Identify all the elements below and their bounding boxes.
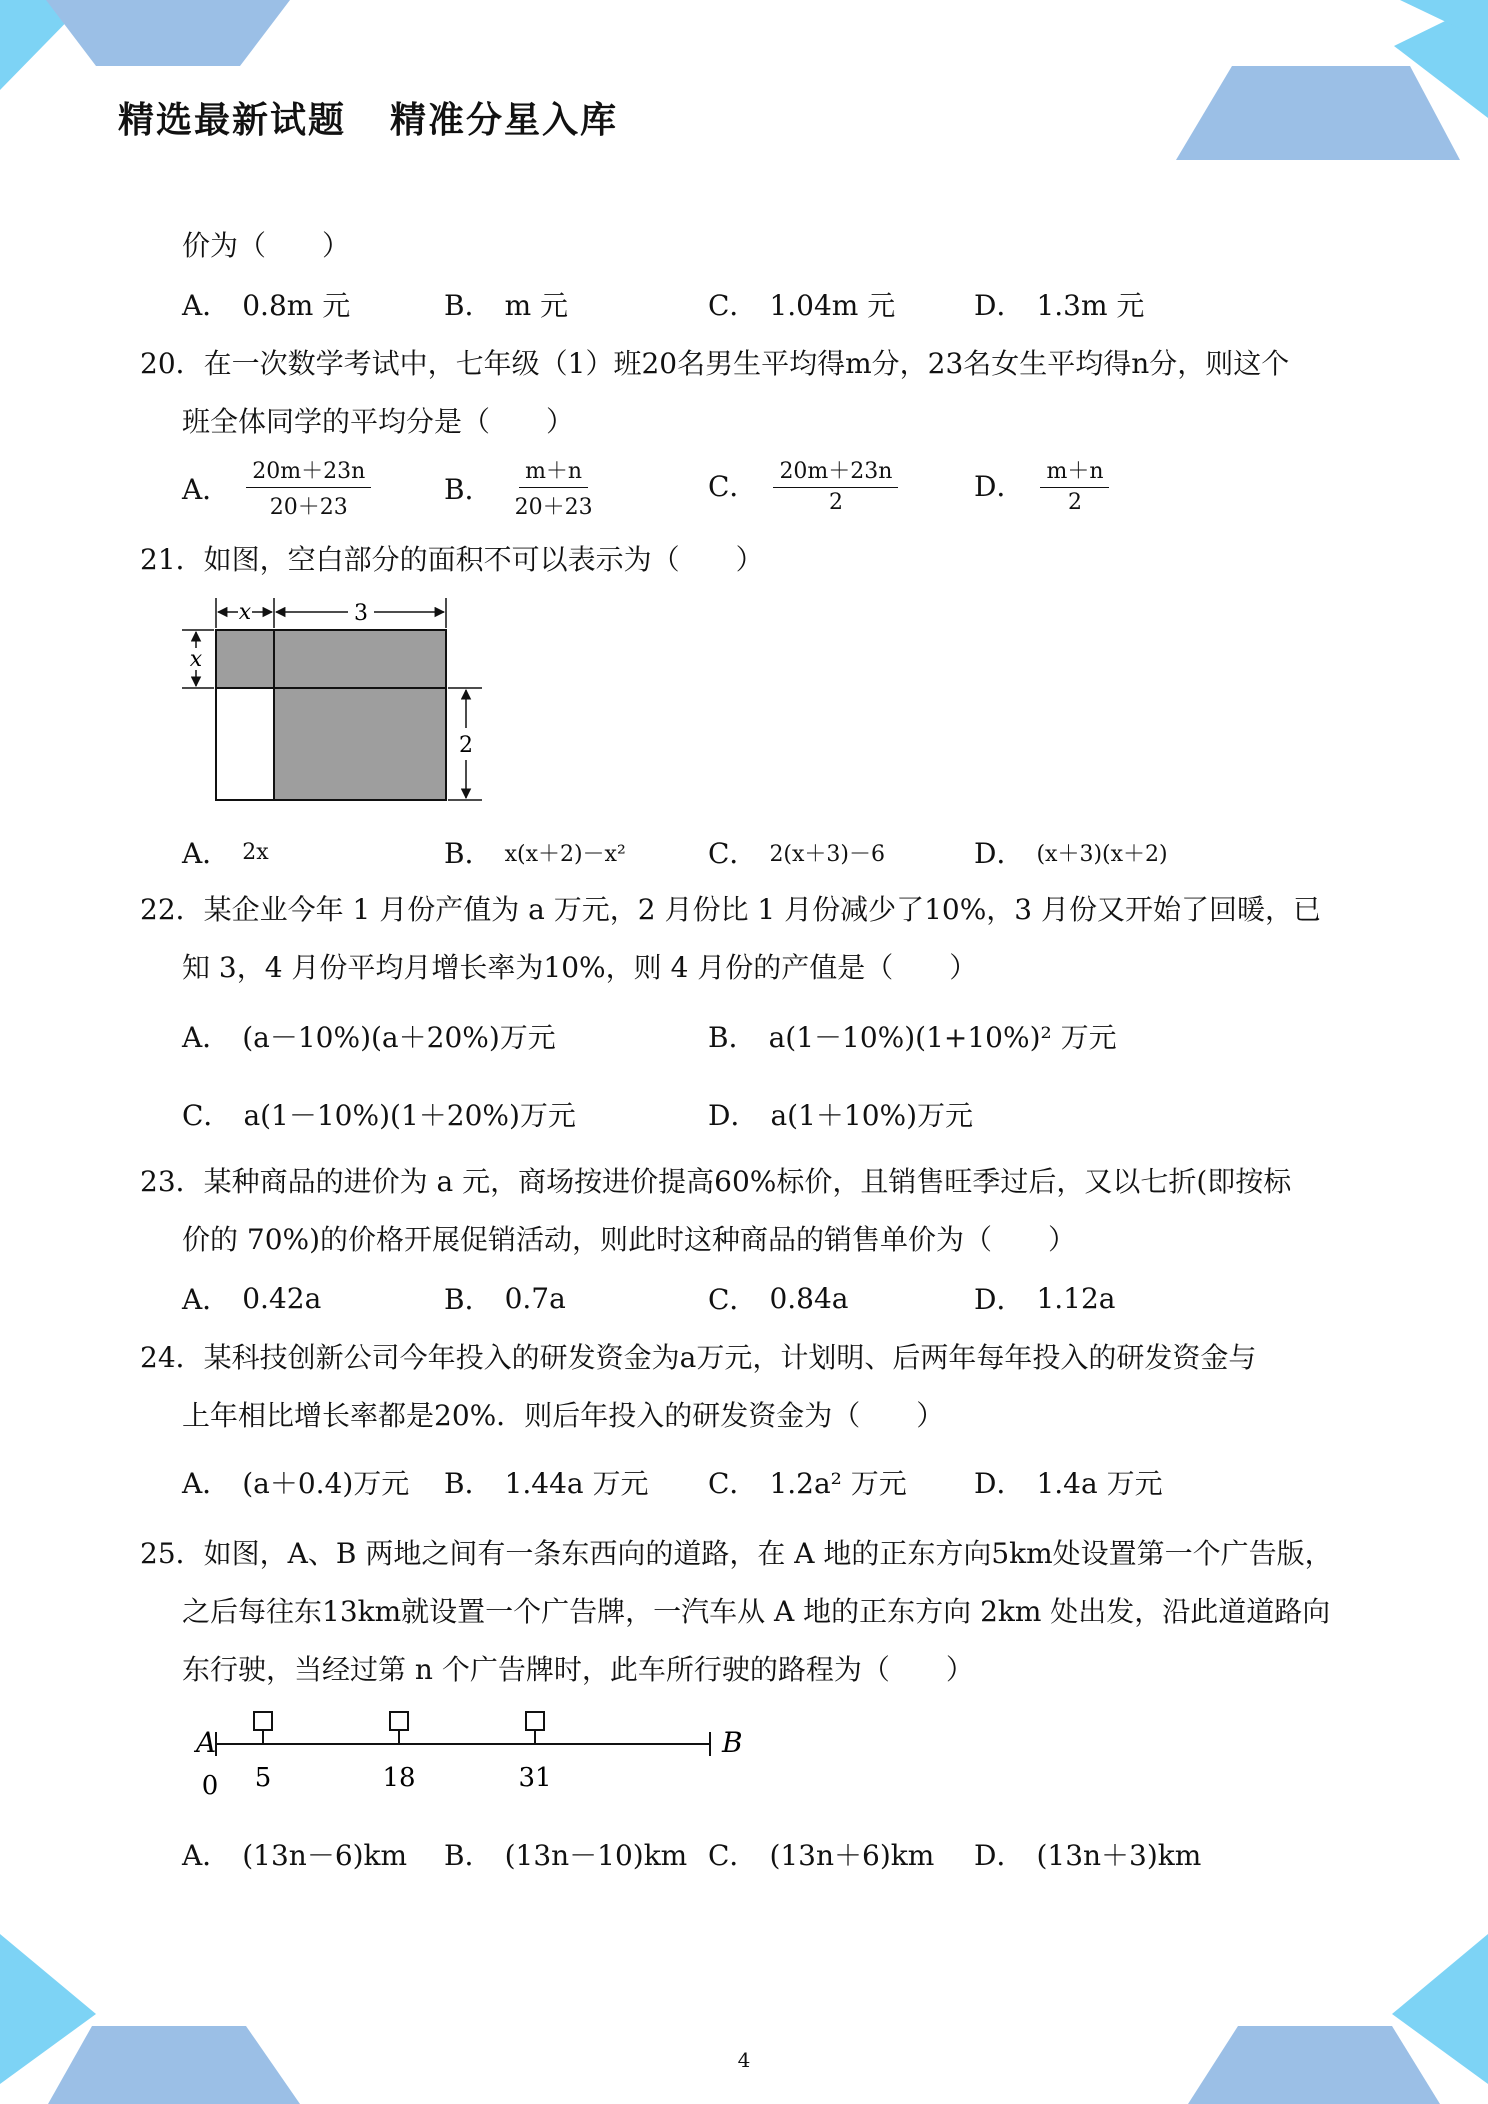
q21-label-top-x: x [238,600,252,625]
q21-label-side-x: x [189,647,203,672]
corner-decoration-bottom [0,1934,1488,2104]
q23-option-d: D． 1.12a [974,1281,1116,1316]
q21-option-c: C． 2(x＋3)－6 [708,837,886,870]
q21-line1: 21．如图，空白部分的面积不可以表示为（ ） [140,543,764,576]
q20-line1: 20．在一次数学考试中，七年级（1）班20名男生平均得m分，23名女生平均得n分，则这个 [140,347,1290,380]
q25-option-b: B． (13n－10)km [444,1839,688,1872]
q25-line2: 之后每往东13km就设置一个广告牌，一汽车从 A 地的正东方向 2km 处出发，沿此道道路向 [182,1595,1331,1628]
header-title-right: 精准分星入库 [390,100,619,141]
q23-option-b: B． 0.7a [444,1281,566,1316]
q25-option-d: D． (13n＋3)km [974,1839,1202,1872]
q21-option-b: B． x(x＋2)－x² [444,837,626,870]
q19-option-d: D． 1.3m 元 [974,289,1145,322]
q20-option-b: B． $\frac{m+n}{20+23}$ [444,454,599,521]
q20-option-d: D． $\frac{m+n}{2}$ [974,454,1109,515]
q24-line1: 24．某科技创新公司今年投入的研发资金为a万元，计划明、后两年每年投入的研发资金与 [140,1341,1257,1374]
q25-line1: 25．如图，A、B 两地之间有一条东西向的道路，在 A 地的正东方向5km处设置第一个广告版， [140,1537,1333,1570]
q19-option-b: B． m 元 [444,289,569,322]
q20-line2: 班全体同学的平均分是（ ） [182,405,575,438]
q25-label-b: B [722,1726,743,1759]
q24-option-c: C． 1.2a² 万元 [708,1467,907,1500]
q23-option-a: A． 0.42a [182,1281,322,1316]
q20-option-a: A． $\frac{20m+23n}{20+23}$ [182,454,371,521]
q25-option-c: C． (13n＋6)km [708,1839,935,1872]
q20-option-c: C． $\frac{20m+23n}{2}$ [708,454,898,515]
q22-option-b: B． a(1－10%)(1+10%)² 万元 [708,1021,1117,1054]
q25-label-zero: 0 [201,1771,219,1801]
q22-line2: 知 3，4 月份平均月增长率为10%，则 4 月份的产值是（ ） [182,951,978,984]
q23-option-c: C． 0.84a [708,1281,849,1316]
q25-label-a: A [196,1726,217,1759]
q25-tick-5: 5 [254,1763,272,1793]
q24-option-b: B． 1.44a 万元 [444,1467,649,1500]
page-number: 4 [737,2048,751,2072]
q19-tail: 价为（ ） [182,229,351,262]
page-header [118,92,618,143]
q22-option-c: C． a(1－10%)(1＋20%)万元 [182,1099,576,1132]
q21-label-side-2: 2 [459,733,473,758]
q25-option-a: A． (13n－6)km [182,1839,408,1872]
q23-line2: 价的 70%)的价格开展促销活动，则此时这种商品的销售单价为（ ） [182,1223,1077,1256]
q22-option-d: D． a(1＋10%)万元 [708,1099,974,1132]
q19-option-c: C． 1.04m 元 [708,289,896,322]
q21-option-d: D． (x＋3)(x＋2) [974,837,1168,870]
q25-line3: 东行驶，当经过第 n 个广告牌时，此车所行驶的路程为（ ） [182,1653,974,1686]
q24-option-d: D． 1.4a 万元 [974,1467,1163,1500]
corner-decoration-top [0,0,1488,170]
q21-option-a: A． 2x [182,837,269,870]
q24-option-a: A． (a＋0.4)万元 [182,1467,410,1500]
header-title-left: 精选最新试题 [118,100,347,141]
q25-road-figure [180,1706,760,1806]
q19-option-a: A． 0.8m 元 [182,289,351,322]
q25-tick-31: 31 [518,1763,552,1793]
q24-line2: 上年相比增长率都是20%．则后年投入的研发资金为（ ） [182,1399,945,1432]
q21-area-figure [178,592,498,812]
q21-label-top-3: 3 [354,601,368,626]
q25-tick-18: 18 [382,1763,416,1793]
q23-line1: 23．某种商品的进价为 a 元，商场按进价提高60%标价，且销售旺季过后，又以七折(即按标 [140,1165,1292,1198]
q22-line1: 22．某企业今年 1 月份产值为 a 万元，2 月份比 1 月份减少了10%，3 月份又开始了回暖，已 [140,893,1322,926]
q22-option-a: A． (a－10%)(a＋20%)万元 [182,1021,556,1054]
